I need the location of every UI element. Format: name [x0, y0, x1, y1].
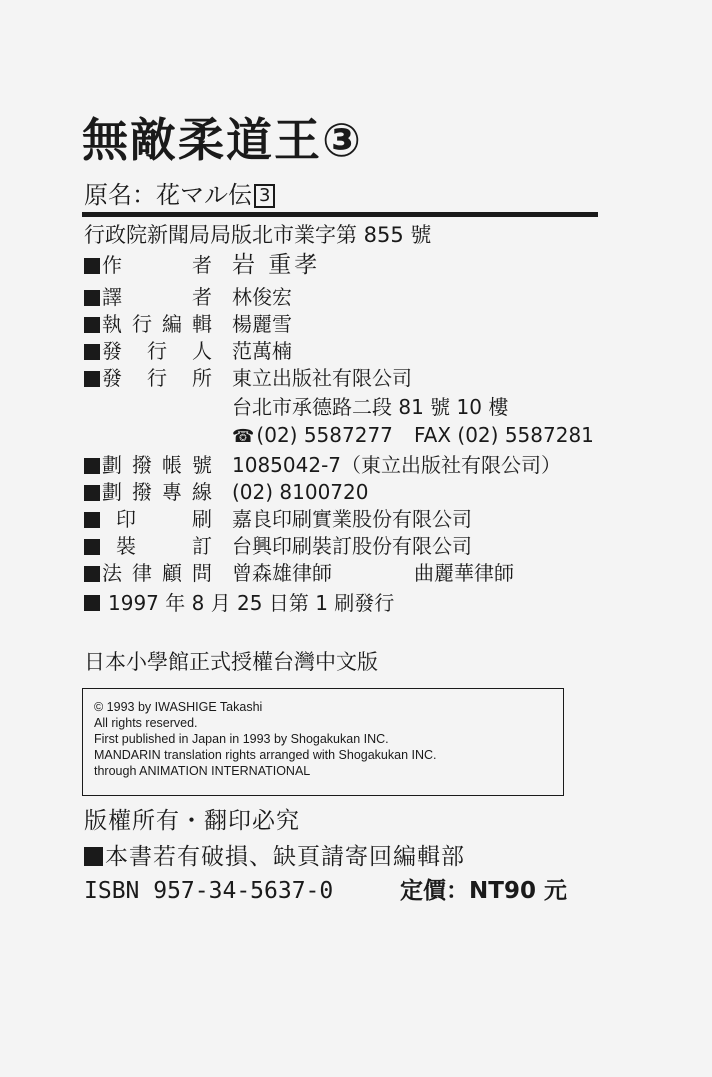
credit-value: 林俊宏	[232, 285, 292, 309]
original-title-text: 原名：花マル伝	[84, 181, 252, 209]
credit-value: (02) 8100720	[232, 480, 369, 504]
credit-value: 楊麗雪	[232, 312, 292, 336]
bullet-square-icon	[84, 344, 100, 360]
original-title	[84, 180, 275, 210]
copyright-line: First published in Japan in 1993 by Shogakukan INC.	[94, 732, 389, 746]
bullet-square-icon	[84, 595, 100, 611]
credit-value: 1085042-7（東立出版社有限公司）	[232, 453, 562, 477]
isbn: ISBN 957-34-5637-0	[84, 878, 334, 904]
credit-value: 曾森雄律師	[232, 561, 332, 585]
license-line: 行政院新聞局局版北市業字第 855 號	[84, 223, 432, 247]
bullet-square-icon	[84, 317, 100, 333]
credit-value-2: 曲麗華律師	[414, 561, 514, 585]
print-date	[84, 590, 394, 617]
credit-row-legal	[84, 560, 604, 587]
credit-label: 印 刷	[116, 507, 212, 531]
bullet-square-icon	[84, 512, 100, 528]
credit-label: 作 者	[102, 253, 212, 277]
copyright-line: through ANIMATION INTERNATIONAL	[94, 764, 311, 778]
bullet-square-icon	[84, 290, 100, 306]
credit-label: 譯 者	[102, 285, 212, 309]
credit-label: 發 行 所	[102, 366, 212, 390]
credit-label: 裝 訂	[116, 534, 212, 558]
bullet-square-icon	[84, 458, 100, 474]
copyright-line: MANDARIN translation rights arranged with Shogakukan INC.	[94, 748, 437, 762]
bullet-square-icon	[84, 371, 100, 387]
credit-value: 范萬楠	[232, 339, 292, 363]
credit-value: 台興印刷裝訂股份有限公司	[232, 534, 472, 558]
publisher-contact	[232, 422, 594, 450]
credit-label: 法 律 顧 問	[102, 561, 212, 585]
price: 定價：NT90 元	[400, 878, 567, 904]
credit-label: 執 行 編 輯	[102, 312, 212, 336]
telephone-icon: ☎	[232, 426, 255, 447]
copyright-line: © 1993 by IWASHIGE Takashi	[94, 700, 263, 714]
volume-box: 3	[254, 184, 275, 208]
credit-value: 嘉良印刷實業股份有限公司	[232, 507, 472, 531]
title-rule	[82, 212, 598, 217]
bullet-square-icon	[84, 258, 100, 274]
rights-notice: 版權所有・翻印必究	[84, 808, 300, 834]
damage-notice	[84, 842, 465, 872]
bullet-square-icon	[84, 847, 103, 866]
fax-number: FAX (02) 5587281	[414, 423, 594, 447]
publisher-address: 台北市承德路二段 81 號 10 樓	[232, 395, 509, 419]
bullet-square-icon	[84, 539, 100, 555]
bullet-square-icon	[84, 566, 100, 582]
credit-value: 岩 重孝	[232, 252, 321, 278]
credit-label: 劃 撥 專 線	[102, 480, 212, 504]
copyright-box	[82, 688, 564, 796]
bullet-square-icon	[84, 485, 100, 501]
book-title: 無敵柔道王③	[82, 113, 363, 167]
phone-number: (02) 5587277	[256, 423, 393, 447]
credit-label: 劃 撥 帳 號	[102, 453, 212, 477]
copyright-line: All rights reserved.	[94, 716, 198, 730]
credit-value: 東立出版社有限公司	[232, 366, 412, 390]
print-date-text: 1997 年 8 月 25 日第 1 刷發行	[108, 591, 395, 615]
credit-label: 發 行 人	[102, 339, 212, 363]
authorization-line: 日本小學館正式授權台灣中文版	[84, 650, 378, 674]
damage-notice-text: 本書若有破損、缺頁請寄回編輯部	[105, 844, 465, 870]
